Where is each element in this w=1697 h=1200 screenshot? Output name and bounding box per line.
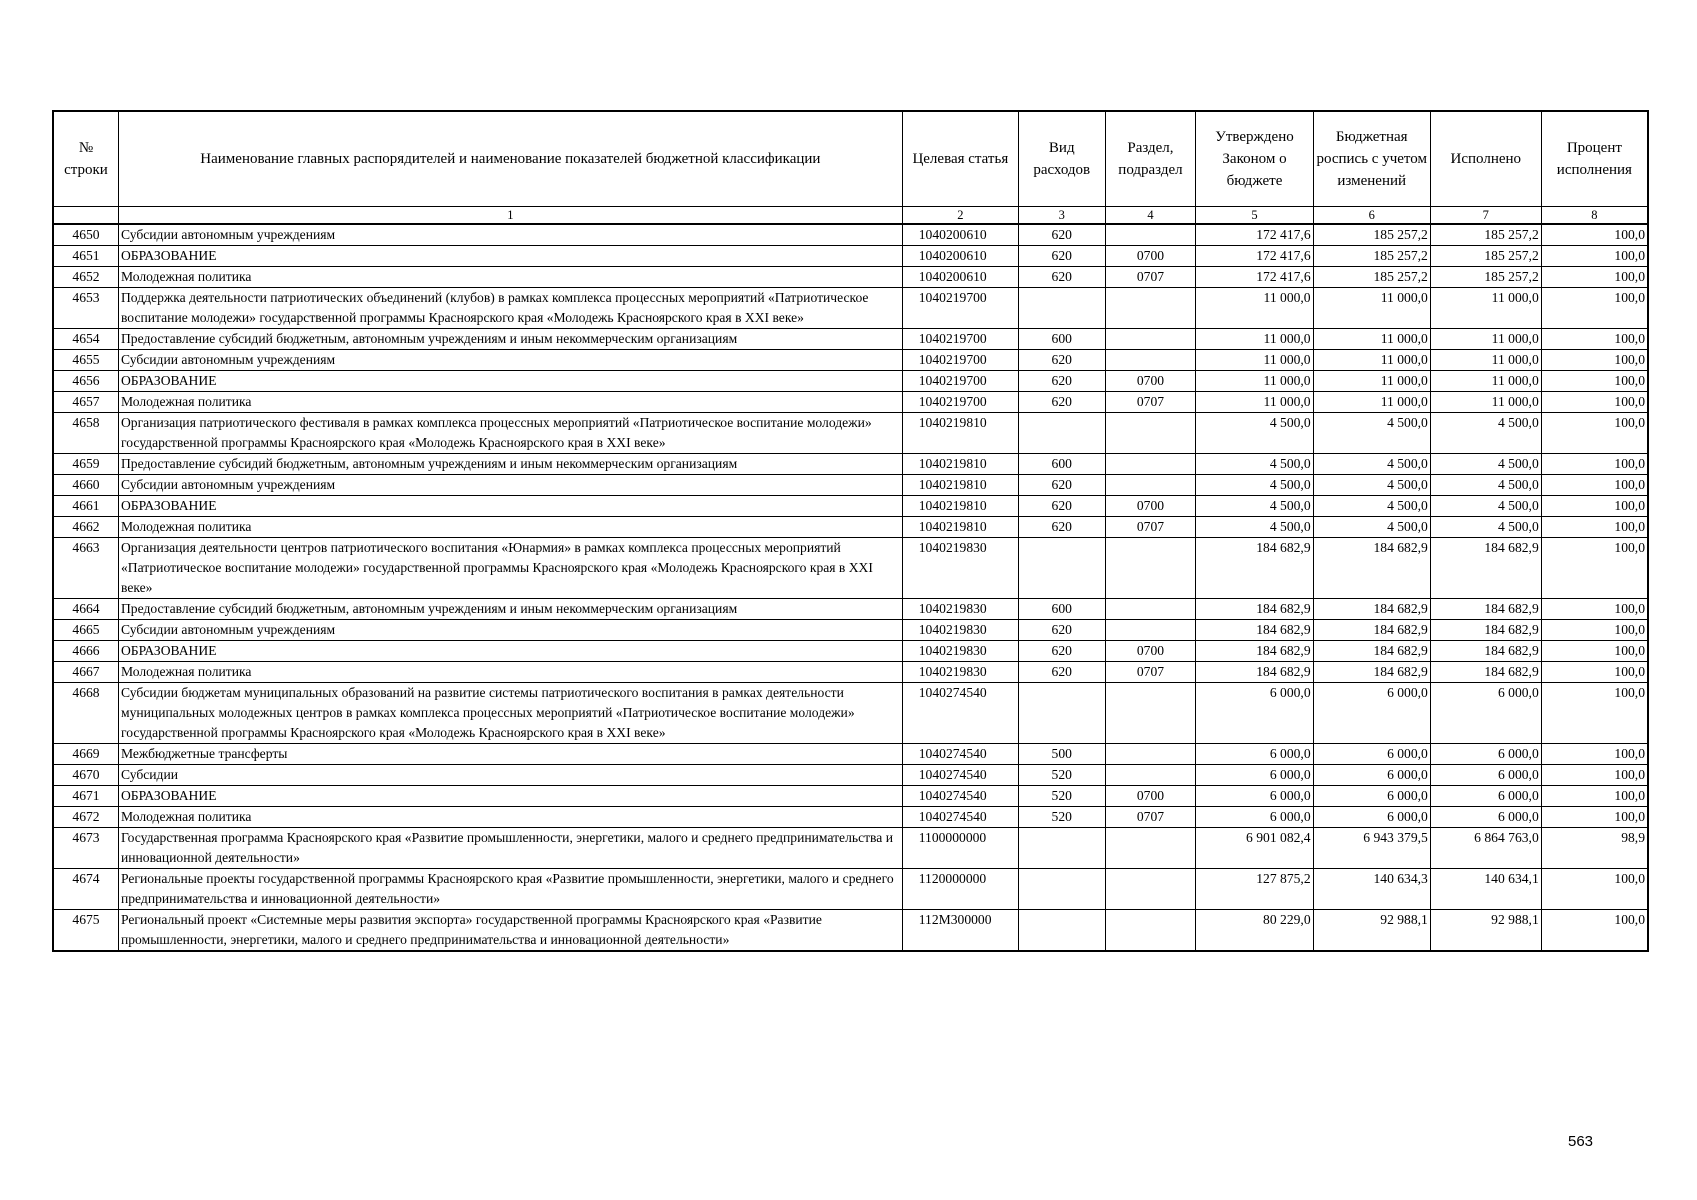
table-row [53, 828, 1648, 869]
executed-amount-cell: 140 634,1 [1430, 869, 1541, 910]
target-article-cell: 1040219700 [902, 329, 1018, 350]
schedule-amount-cell: 6 000,0 [1313, 744, 1430, 765]
table-body [53, 224, 1648, 951]
table-row [53, 475, 1648, 496]
percent-cell: 100,0 [1541, 246, 1648, 267]
row-number-cell: 4665 [53, 620, 118, 641]
approved-amount-cell: 4 500,0 [1196, 454, 1313, 475]
table-row [53, 910, 1648, 952]
row-name-cell: Предоставление субсидий бюджетным, автономным учреждениям и иным некоммерческим организациям [118, 599, 902, 620]
column-number: 4 [1105, 207, 1196, 225]
row-number-cell: 4661 [53, 496, 118, 517]
target-article-cell: 1040219830 [902, 620, 1018, 641]
section-cell [1105, 683, 1196, 744]
column-numbers-row [53, 207, 1648, 225]
target-article-cell: 1040219830 [902, 662, 1018, 683]
row-number-cell: 4670 [53, 765, 118, 786]
percent-cell: 100,0 [1541, 454, 1648, 475]
table-row [53, 538, 1648, 599]
schedule-amount-cell: 11 000,0 [1313, 371, 1430, 392]
expense-type-cell [1018, 538, 1105, 599]
percent-cell: 100,0 [1541, 538, 1648, 599]
executed-amount-cell: 185 257,2 [1430, 267, 1541, 288]
target-article-cell: 1120000000 [902, 869, 1018, 910]
table-row [53, 246, 1648, 267]
budget-report-sheet [52, 110, 1649, 952]
schedule-amount-cell: 4 500,0 [1313, 496, 1430, 517]
section-cell: 0707 [1105, 807, 1196, 828]
expense-type-cell: 520 [1018, 786, 1105, 807]
target-article-cell: 1040274540 [902, 807, 1018, 828]
row-name-cell: Молодежная политика [118, 517, 902, 538]
executed-amount-cell: 4 500,0 [1430, 475, 1541, 496]
approved-amount-cell: 172 417,6 [1196, 224, 1313, 246]
approved-amount-cell: 184 682,9 [1196, 662, 1313, 683]
schedule-amount-cell: 11 000,0 [1313, 350, 1430, 371]
row-number-cell: 4657 [53, 392, 118, 413]
percent-cell: 100,0 [1541, 683, 1648, 744]
column-number: 6 [1313, 207, 1430, 225]
approved-amount-cell: 6 000,0 [1196, 683, 1313, 744]
executed-amount-cell: 11 000,0 [1430, 371, 1541, 392]
row-number-cell: 4675 [53, 910, 118, 952]
percent-cell: 100,0 [1541, 807, 1648, 828]
section-cell: 0707 [1105, 662, 1196, 683]
target-article-cell: 1040219810 [902, 413, 1018, 454]
table-row [53, 267, 1648, 288]
section-cell [1105, 869, 1196, 910]
section-cell [1105, 288, 1196, 329]
row-name-cell: Предоставление субсидий бюджетным, автономным учреждениям и иным некоммерческим организациям [118, 454, 902, 475]
executed-amount-cell: 184 682,9 [1430, 620, 1541, 641]
row-number-cell: 4658 [53, 413, 118, 454]
section-cell [1105, 329, 1196, 350]
target-article-cell: 1040219700 [902, 392, 1018, 413]
target-article-cell: 1040219830 [902, 599, 1018, 620]
column-number: 2 [902, 207, 1018, 225]
expense-type-cell [1018, 288, 1105, 329]
row-name-cell: Субсидии [118, 765, 902, 786]
row-name-cell: Субсидии автономным учреждениям [118, 224, 902, 246]
schedule-amount-cell: 185 257,2 [1313, 267, 1430, 288]
schedule-amount-cell: 11 000,0 [1313, 392, 1430, 413]
target-article-cell: 112М300000 [902, 910, 1018, 952]
table-row [53, 329, 1648, 350]
row-name-cell: Региональный проект «Системные меры развития экспорта» государственной программы Красноярского края «Развитие промышленности, энергетики, малого и среднего предпринимательства и инновационной деятельности» [118, 910, 902, 952]
executed-amount-cell: 11 000,0 [1430, 350, 1541, 371]
approved-amount-cell: 11 000,0 [1196, 288, 1313, 329]
percent-cell: 100,0 [1541, 662, 1648, 683]
header-percent: Процент исполнения [1541, 111, 1648, 207]
approved-amount-cell: 184 682,9 [1196, 538, 1313, 599]
schedule-amount-cell: 11 000,0 [1313, 329, 1430, 350]
percent-cell: 100,0 [1541, 517, 1648, 538]
approved-amount-cell: 6 000,0 [1196, 765, 1313, 786]
target-article-cell: 1040274540 [902, 786, 1018, 807]
row-name-cell: ОБРАЗОВАНИЕ [118, 496, 902, 517]
expense-type-cell: 620 [1018, 662, 1105, 683]
expense-type-cell [1018, 910, 1105, 952]
row-name-cell: Субсидии бюджетам муниципальных образований на развитие системы патриотического воспитания в рамках деятельности муниципальных молодежных центров в рамках комплекса процессных мероприятий «Патриотическое воспитание молодежи» государственной программы Красноярского края «Молодежь Красноярского края в XXI веке» [118, 683, 902, 744]
target-article-cell: 1040200610 [902, 224, 1018, 246]
target-article-cell: 1040200610 [902, 246, 1018, 267]
approved-amount-cell: 6 000,0 [1196, 807, 1313, 828]
table-row [53, 413, 1648, 454]
expense-type-cell: 620 [1018, 620, 1105, 641]
section-cell [1105, 620, 1196, 641]
table-row [53, 786, 1648, 807]
schedule-amount-cell: 184 682,9 [1313, 599, 1430, 620]
section-cell [1105, 454, 1196, 475]
percent-cell: 100,0 [1541, 496, 1648, 517]
target-article-cell: 1040219700 [902, 350, 1018, 371]
table-row [53, 496, 1648, 517]
section-cell [1105, 413, 1196, 454]
target-article-cell: 1100000000 [902, 828, 1018, 869]
target-article-cell: 1040219810 [902, 475, 1018, 496]
row-number-cell: 4669 [53, 744, 118, 765]
row-name-cell: Поддержка деятельности патриотических объединений (клубов) в рамках комплекса процессных мероприятий «Патриотическое воспитание молодежи» государственной программы Красноярского края «Молодежь Красноярского края в XXI веке» [118, 288, 902, 329]
schedule-amount-cell: 11 000,0 [1313, 288, 1430, 329]
row-name-cell: Организация деятельности центров патриотического воспитания «Юнармия» в рамках комплекса процессных мероприятий «Патриотическое воспитание молодежи» государственной программы Красноярского края «Молодежь Красноярского края в XXI веке» [118, 538, 902, 599]
executed-amount-cell: 184 682,9 [1430, 599, 1541, 620]
expense-type-cell: 600 [1018, 454, 1105, 475]
row-name-cell: ОБРАЗОВАНИЕ [118, 371, 902, 392]
percent-cell: 100,0 [1541, 620, 1648, 641]
target-article-cell: 1040219830 [902, 538, 1018, 599]
executed-amount-cell: 4 500,0 [1430, 517, 1541, 538]
expense-type-cell [1018, 869, 1105, 910]
percent-cell: 100,0 [1541, 371, 1648, 392]
percent-cell: 100,0 [1541, 910, 1648, 952]
row-number-cell: 4660 [53, 475, 118, 496]
executed-amount-cell: 6 000,0 [1430, 683, 1541, 744]
table-row [53, 807, 1648, 828]
target-article-cell: 1040219830 [902, 641, 1018, 662]
row-number-cell: 4659 [53, 454, 118, 475]
approved-amount-cell: 6 000,0 [1196, 744, 1313, 765]
row-number-cell: 4673 [53, 828, 118, 869]
expense-type-cell [1018, 413, 1105, 454]
target-article-cell: 1040200610 [902, 267, 1018, 288]
table-row [53, 744, 1648, 765]
executed-amount-cell: 11 000,0 [1430, 329, 1541, 350]
executed-amount-cell: 6 000,0 [1430, 786, 1541, 807]
target-article-cell: 1040274540 [902, 765, 1018, 786]
header-row-no: № строки [53, 111, 118, 207]
approved-amount-cell: 11 000,0 [1196, 371, 1313, 392]
executed-amount-cell: 6 864 763,0 [1430, 828, 1541, 869]
table-row [53, 371, 1648, 392]
expense-type-cell: 620 [1018, 371, 1105, 392]
section-cell [1105, 744, 1196, 765]
row-number-cell: 4655 [53, 350, 118, 371]
expense-type-cell: 500 [1018, 744, 1105, 765]
header-executed: Исполнено [1430, 111, 1541, 207]
schedule-amount-cell: 6 000,0 [1313, 807, 1430, 828]
percent-cell: 100,0 [1541, 392, 1648, 413]
row-number-cell: 4652 [53, 267, 118, 288]
row-name-cell: Молодежная политика [118, 267, 902, 288]
expense-type-cell: 620 [1018, 224, 1105, 246]
header-target-article: Целевая статья [902, 111, 1018, 207]
executed-amount-cell: 92 988,1 [1430, 910, 1541, 952]
expense-type-cell: 620 [1018, 517, 1105, 538]
row-number-cell: 4672 [53, 807, 118, 828]
column-number [53, 207, 118, 225]
approved-amount-cell: 172 417,6 [1196, 246, 1313, 267]
row-name-cell: Молодежная политика [118, 662, 902, 683]
row-name-cell: Государственная программа Красноярского края «Развитие промышленности, энергетики, малого и среднего предпринимательства и инновационной деятельности» [118, 828, 902, 869]
table-row [53, 392, 1648, 413]
approved-amount-cell: 184 682,9 [1196, 641, 1313, 662]
column-number: 5 [1196, 207, 1313, 225]
row-number-cell: 4653 [53, 288, 118, 329]
expense-type-cell: 520 [1018, 807, 1105, 828]
approved-amount-cell: 80 229,0 [1196, 910, 1313, 952]
table-row [53, 224, 1648, 246]
header-approved: Утверждено Законом о бюджете [1196, 111, 1313, 207]
approved-amount-cell: 127 875,2 [1196, 869, 1313, 910]
row-name-cell: ОБРАЗОВАНИЕ [118, 246, 902, 267]
row-number-cell: 4671 [53, 786, 118, 807]
target-article-cell: 1040274540 [902, 744, 1018, 765]
executed-amount-cell: 184 682,9 [1430, 538, 1541, 599]
approved-amount-cell: 4 500,0 [1196, 496, 1313, 517]
table-row [53, 454, 1648, 475]
expense-type-cell [1018, 683, 1105, 744]
executed-amount-cell: 4 500,0 [1430, 413, 1541, 454]
header-expense-type: Вид расходов [1018, 111, 1105, 207]
approved-amount-cell: 11 000,0 [1196, 350, 1313, 371]
executed-amount-cell: 185 257,2 [1430, 224, 1541, 246]
schedule-amount-cell: 4 500,0 [1313, 413, 1430, 454]
percent-cell: 100,0 [1541, 744, 1648, 765]
table-row [53, 288, 1648, 329]
executed-amount-cell: 4 500,0 [1430, 496, 1541, 517]
section-cell: 0707 [1105, 392, 1196, 413]
row-name-cell: Межбюджетные трансферты [118, 744, 902, 765]
row-number-cell: 4664 [53, 599, 118, 620]
expense-type-cell [1018, 828, 1105, 869]
schedule-amount-cell: 184 682,9 [1313, 620, 1430, 641]
target-article-cell: 1040219700 [902, 288, 1018, 329]
section-cell: 0707 [1105, 267, 1196, 288]
percent-cell: 100,0 [1541, 224, 1648, 246]
row-name-cell: Субсидии автономным учреждениям [118, 620, 902, 641]
percent-cell: 100,0 [1541, 413, 1648, 454]
target-article-cell: 1040219810 [902, 496, 1018, 517]
target-article-cell: 1040219810 [902, 517, 1018, 538]
header-section: Раздел, подраздел [1105, 111, 1196, 207]
section-cell [1105, 765, 1196, 786]
section-cell [1105, 910, 1196, 952]
schedule-amount-cell: 92 988,1 [1313, 910, 1430, 952]
table-header [53, 111, 1648, 224]
expense-type-cell: 620 [1018, 392, 1105, 413]
percent-cell: 100,0 [1541, 641, 1648, 662]
row-number-cell: 4667 [53, 662, 118, 683]
section-cell [1105, 224, 1196, 246]
approved-amount-cell: 6 901 082,4 [1196, 828, 1313, 869]
row-name-cell: Организация патриотического фестиваля в рамках комплекса процессных мероприятий «Патриотическое воспитание молодежи» государственной программы Красноярского края «Молодежь Красноярского края в XXI веке» [118, 413, 902, 454]
percent-cell: 98,9 [1541, 828, 1648, 869]
row-number-cell: 4668 [53, 683, 118, 744]
approved-amount-cell: 184 682,9 [1196, 620, 1313, 641]
approved-amount-cell: 184 682,9 [1196, 599, 1313, 620]
column-number: 1 [118, 207, 902, 225]
row-number-cell: 4674 [53, 869, 118, 910]
expense-type-cell: 620 [1018, 350, 1105, 371]
schedule-amount-cell: 4 500,0 [1313, 454, 1430, 475]
target-article-cell: 1040219810 [902, 454, 1018, 475]
expense-type-cell: 620 [1018, 641, 1105, 662]
row-name-cell: ОБРАЗОВАНИЕ [118, 786, 902, 807]
approved-amount-cell: 6 000,0 [1196, 786, 1313, 807]
executed-amount-cell: 6 000,0 [1430, 765, 1541, 786]
executed-amount-cell: 6 000,0 [1430, 744, 1541, 765]
percent-cell: 100,0 [1541, 267, 1648, 288]
schedule-amount-cell: 184 682,9 [1313, 641, 1430, 662]
section-cell [1105, 599, 1196, 620]
row-name-cell: ОБРАЗОВАНИЕ [118, 641, 902, 662]
expense-type-cell: 620 [1018, 246, 1105, 267]
percent-cell: 100,0 [1541, 599, 1648, 620]
approved-amount-cell: 172 417,6 [1196, 267, 1313, 288]
table-row [53, 641, 1648, 662]
row-name-cell: Молодежная политика [118, 807, 902, 828]
schedule-amount-cell: 4 500,0 [1313, 517, 1430, 538]
row-name-cell: Региональные проекты государственной программы Красноярского края «Развитие промышленности, энергетики, малого и среднего предпринимательства и инновационной деятельности» [118, 869, 902, 910]
section-cell [1105, 350, 1196, 371]
approved-amount-cell: 4 500,0 [1196, 413, 1313, 454]
expense-type-cell: 520 [1018, 765, 1105, 786]
expense-type-cell: 600 [1018, 329, 1105, 350]
approved-amount-cell: 11 000,0 [1196, 392, 1313, 413]
table-row [53, 350, 1648, 371]
page-number: 563 [1568, 1133, 1594, 1150]
budget-table [52, 110, 1649, 952]
expense-type-cell: 620 [1018, 496, 1105, 517]
header-budget-schedule: Бюджетная роспись с учетом изменений [1313, 111, 1430, 207]
approved-amount-cell: 4 500,0 [1196, 517, 1313, 538]
schedule-amount-cell: 4 500,0 [1313, 475, 1430, 496]
column-number: 8 [1541, 207, 1648, 225]
section-cell: 0700 [1105, 786, 1196, 807]
section-cell: 0700 [1105, 496, 1196, 517]
executed-amount-cell: 6 000,0 [1430, 807, 1541, 828]
executed-amount-cell: 184 682,9 [1430, 662, 1541, 683]
row-number-cell: 4654 [53, 329, 118, 350]
section-cell: 0700 [1105, 371, 1196, 392]
row-number-cell: 4666 [53, 641, 118, 662]
schedule-amount-cell: 184 682,9 [1313, 662, 1430, 683]
approved-amount-cell: 11 000,0 [1196, 329, 1313, 350]
schedule-amount-cell: 6 000,0 [1313, 683, 1430, 744]
expense-type-cell: 600 [1018, 599, 1105, 620]
percent-cell: 100,0 [1541, 288, 1648, 329]
column-number: 7 [1430, 207, 1541, 225]
schedule-amount-cell: 185 257,2 [1313, 224, 1430, 246]
schedule-amount-cell: 140 634,3 [1313, 869, 1430, 910]
executed-amount-cell: 4 500,0 [1430, 454, 1541, 475]
row-number-cell: 4663 [53, 538, 118, 599]
section-cell: 0700 [1105, 246, 1196, 267]
section-cell [1105, 828, 1196, 869]
percent-cell: 100,0 [1541, 350, 1648, 371]
table-row [53, 683, 1648, 744]
target-article-cell: 1040274540 [902, 683, 1018, 744]
table-row [53, 620, 1648, 641]
expense-type-cell: 620 [1018, 475, 1105, 496]
table-row [53, 517, 1648, 538]
header-name: Наименование главных распорядителей и наименование показателей бюджетной классификации [118, 111, 902, 207]
column-number: 3 [1018, 207, 1105, 225]
executed-amount-cell: 11 000,0 [1430, 392, 1541, 413]
target-article-cell: 1040219700 [902, 371, 1018, 392]
row-number-cell: 4662 [53, 517, 118, 538]
percent-cell: 100,0 [1541, 329, 1648, 350]
executed-amount-cell: 11 000,0 [1430, 288, 1541, 329]
section-cell [1105, 475, 1196, 496]
schedule-amount-cell: 6 943 379,5 [1313, 828, 1430, 869]
row-number-cell: 4656 [53, 371, 118, 392]
table-row [53, 662, 1648, 683]
schedule-amount-cell: 185 257,2 [1313, 246, 1430, 267]
section-cell [1105, 538, 1196, 599]
schedule-amount-cell: 6 000,0 [1313, 786, 1430, 807]
section-cell: 0707 [1105, 517, 1196, 538]
percent-cell: 100,0 [1541, 869, 1648, 910]
row-name-cell: Молодежная политика [118, 392, 902, 413]
row-number-cell: 4650 [53, 224, 118, 246]
expense-type-cell: 620 [1018, 267, 1105, 288]
row-number-cell: 4651 [53, 246, 118, 267]
table-row [53, 765, 1648, 786]
row-name-cell: Субсидии автономным учреждениям [118, 475, 902, 496]
schedule-amount-cell: 6 000,0 [1313, 765, 1430, 786]
schedule-amount-cell: 184 682,9 [1313, 538, 1430, 599]
table-row [53, 599, 1648, 620]
percent-cell: 100,0 [1541, 786, 1648, 807]
executed-amount-cell: 185 257,2 [1430, 246, 1541, 267]
executed-amount-cell: 184 682,9 [1430, 641, 1541, 662]
row-name-cell: Субсидии автономным учреждениям [118, 350, 902, 371]
percent-cell: 100,0 [1541, 765, 1648, 786]
table-row [53, 869, 1648, 910]
section-cell: 0700 [1105, 641, 1196, 662]
percent-cell: 100,0 [1541, 475, 1648, 496]
approved-amount-cell: 4 500,0 [1196, 475, 1313, 496]
row-name-cell: Предоставление субсидий бюджетным, автономным учреждениям и иным некоммерческим организациям [118, 329, 902, 350]
